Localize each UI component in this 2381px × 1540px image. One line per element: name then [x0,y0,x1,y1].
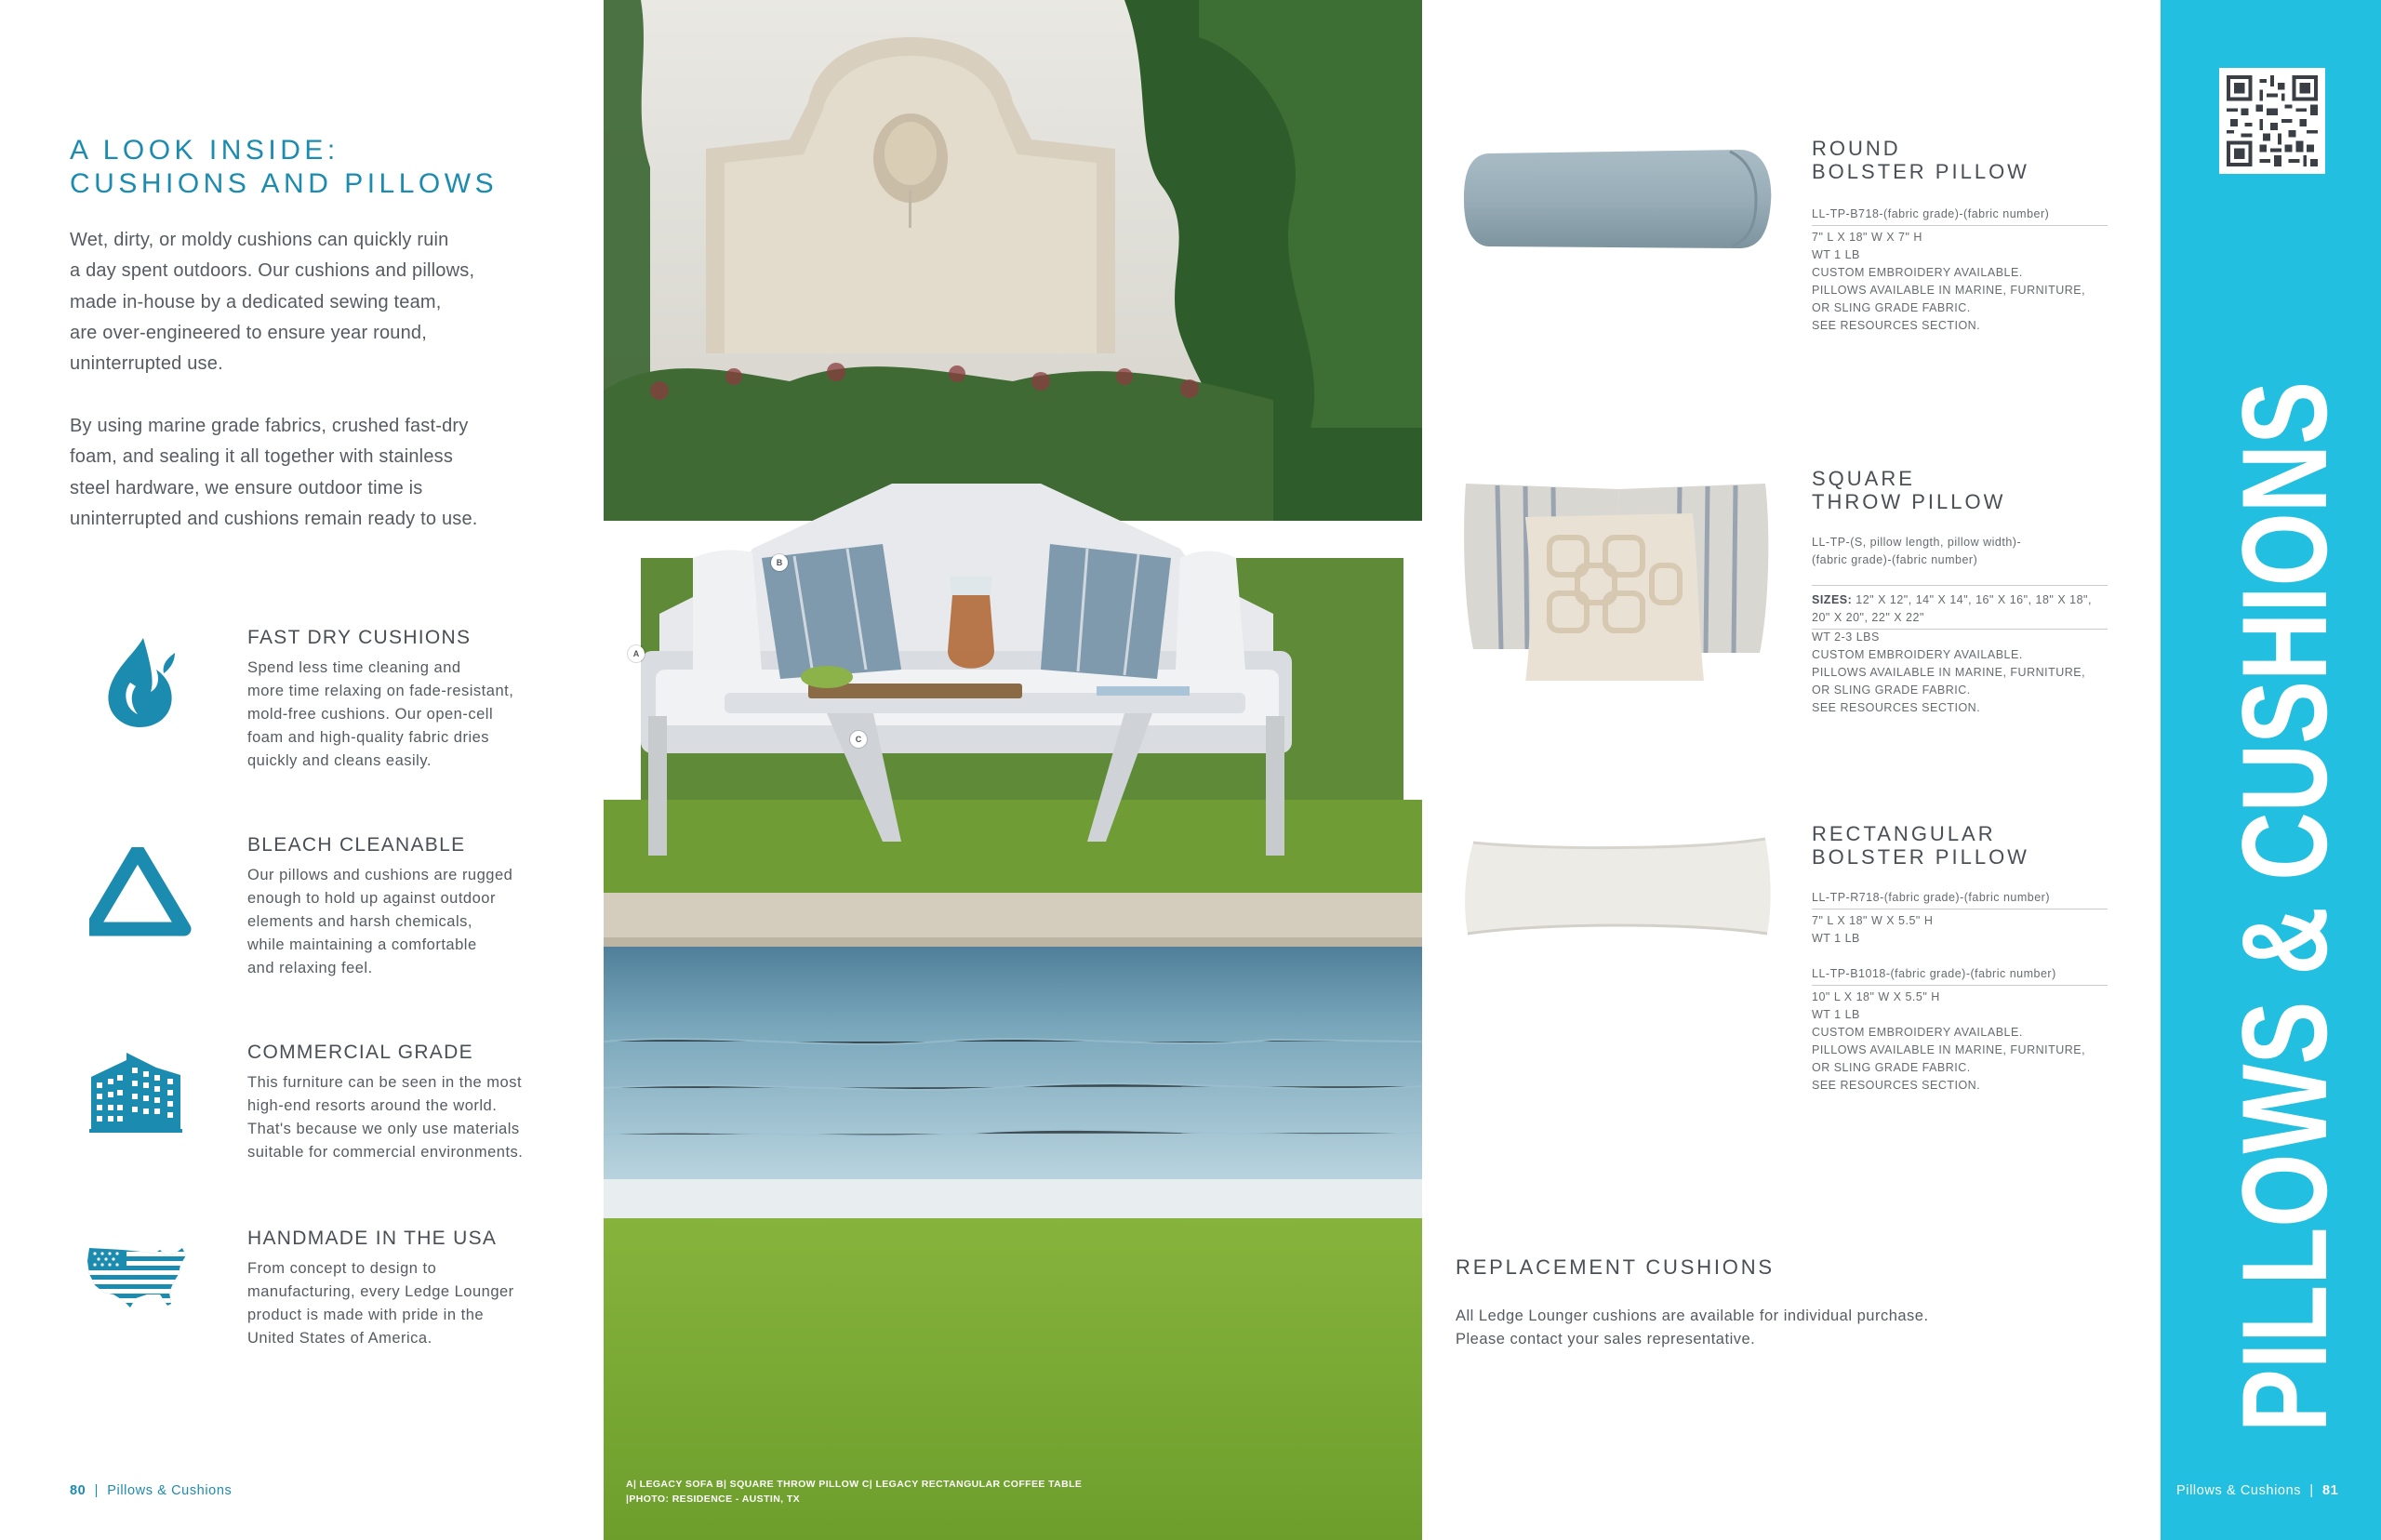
paragraph-line: steel hardware, we ensure outdoor time is [70,477,423,498]
product-sku [1812,889,2108,909]
replacement-body [1456,1305,1929,1351]
product-specs [1812,629,2108,717]
replacement-line: Please contact your sales representative. [1456,1331,1756,1348]
product-sizes [1812,585,2108,630]
spec-line: CUSTOM EMBROIDERY AVAILABLE. [1812,266,2023,279]
feature-line: Our pillows and cushions are rugged [247,867,513,883]
paragraph-line: uninterrupted use. [70,353,223,375]
usa-flag-map-icon [86,1242,188,1335]
water-drop-icon [86,636,188,729]
spec-line: PILLOWS AVAILABLE IN MARINE, FURNITURE, [1812,284,2086,297]
caption-line: |PHOTO: RESIDENCE - AUSTIN, TX [626,1494,801,1505]
feature-line: suitable for commercial environments. [247,1144,524,1161]
sku-line: LL-TP-R718-(fabric grade)-(fabric number) [1812,891,2050,904]
photo-illustration [604,0,1422,1540]
feature-title: FAST DRY CUSHIONS [247,627,472,648]
intro-paragraph-2 [70,411,563,535]
feature-line: manufacturing, every Ledge Lounger [247,1283,514,1300]
product-specs [1812,912,2108,948]
spec-line: CUSTOM EMBROIDERY AVAILABLE. [1812,648,2023,661]
square-throw-pillow-image [1460,476,1776,685]
feature-line: mold-free cushions. Our open-cell [247,706,494,723]
feature-line: more time relaxing on fade-resistant, [247,683,514,699]
product-title-line: RECTANGULAR [1812,822,1996,845]
product-specs-2 [1812,989,2108,1095]
intro-paragraph-1 [70,225,563,379]
feature-line: elements and harsh chemicals, [247,913,472,930]
section-sidebar [2161,0,2381,1540]
spec-line: PILLOWS AVAILABLE IN MARINE, FURNITURE, [1812,1043,2086,1056]
sizes-value: 12" X 12", 14" X 14", 16" X 16", 18" X 18", [1856,593,2092,606]
spec-line: SEE RESOURCES SECTION. [1812,319,1981,332]
feature-title: COMMERCIAL GRADE [247,1042,473,1063]
paragraph-line: are over-engineered to ensure year round, [70,322,427,343]
spec-line: 10" L X 18" W X 5.5" H [1812,990,1940,1003]
product-title-line: BOLSTER PILLOW [1812,845,2029,869]
replacement-line: All Ledge Lounger cushions are available for individual purchase. [1456,1308,1929,1324]
sizes-line: 20" X 20", 22" X 22" [1812,611,1924,624]
caption-line: A| LEGACY SOFA B| SQUARE THROW PILLOW C| LEGACY RECTANGULAR COFFEE TABLE [626,1479,1083,1490]
spec-line: OR SLING GRADE FABRIC. [1812,1061,1971,1074]
feature-title: BLEACH CLEANABLE [247,834,466,856]
intro-title-line: A LOOK INSIDE: [70,135,339,166]
page-folio-left [70,1483,232,1498]
product-title [1812,467,2005,513]
paragraph-line: foam, and sealing it all together with stainless [70,446,454,468]
feature-line: quickly and cleans easily. [247,752,432,769]
callout-a: A [628,645,645,662]
product-title [1812,137,2029,183]
feature-line: United States of America. [247,1330,432,1347]
spec-line: WT 1 LB [1812,932,1860,945]
callout-c: C [850,731,867,748]
spec-line: OR SLING GRADE FABRIC. [1812,301,1971,314]
sku-line: LL-TP-B718-(fabric grade)-(fabric number) [1812,207,2050,220]
spec-line: 7" L X 18" W X 5.5" H [1812,914,1934,927]
spec-line: 7" L X 18" W X 7" H [1812,231,1922,244]
page-number: 81 [2322,1483,2339,1498]
spec-line: WT 2-3 LBS [1812,631,1880,644]
section-title-text: PILLOWS & CUSHIONS [2216,88,2352,1432]
folio-label: Pillows & Cushions [107,1483,233,1498]
folio-label: Pillows & Cushions [2176,1483,2302,1498]
feature-body [247,1071,564,1164]
paragraph-line: a day spent outdoors. Our cushions and pillows, [70,260,475,282]
spec-line: WT 1 LB [1812,1008,1860,1021]
rectangular-bolster-pillow-image [1460,830,1776,946]
product-title [1812,822,2029,869]
triangle-icon [89,847,192,940]
folio-divider: | [2305,1483,2319,1498]
feature-line: and relaxing feel. [247,960,373,976]
feature-body [247,657,564,773]
feature-line: while maintaining a comfortable [247,936,477,953]
feature-body [247,1257,564,1350]
lifestyle-photo [604,0,1422,1540]
paragraph-line: By using marine grade fabrics, crushed fast-dry [70,416,469,436]
feature-body [247,864,564,980]
spec-line: CUSTOM EMBROIDERY AVAILABLE. [1812,1026,2023,1039]
product-title-line: ROUND [1812,137,1901,160]
intro-title-line: CUSHIONS AND PILLOWS [70,168,499,199]
feature-line: That's because we only use materials [247,1121,520,1137]
section-title-vertical [2161,0,2381,1540]
product-title-line: SQUARE [1812,467,1915,490]
feature-line: This furniture can be seen in the most [247,1074,523,1091]
page-folio-right [2176,1483,2338,1498]
paragraph-line: Wet, dirty, or moldy cushions can quickly ruin [70,230,449,250]
product-specs [1812,229,2108,335]
spec-line: PILLOWS AVAILABLE IN MARINE, FURNITURE, [1812,666,2086,679]
product-sku-2 [1812,965,2108,986]
feature-line: Spend less time cleaning and [247,659,461,676]
feature-line: high-end resorts around the world. [247,1097,498,1114]
photo-caption [626,1477,1082,1507]
round-bolster-pillow-image [1460,144,1776,260]
feature-line: From concept to design to [247,1260,437,1277]
spec-line: WT 1 LB [1812,248,1860,261]
sku-line: LL-TP-(S, pillow length, pillow width)- [1812,536,2022,549]
sku-line: LL-TP-B1018-(fabric grade)-(fabric number) [1812,967,2056,980]
product-title-line: THROW PILLOW [1812,490,2006,513]
replacement-title: REPLACEMENT CUSHIONS [1456,1255,1775,1279]
paragraph-line: made in-house by a dedicated sewing team, [70,291,442,312]
spec-line: OR SLING GRADE FABRIC. [1812,684,1971,697]
product-sku [1812,534,2108,569]
spec-line: SEE RESOURCES SECTION. [1812,1079,1981,1092]
left-page [0,0,603,1540]
feature-title: HANDMADE IN THE USA [247,1228,498,1249]
paragraph-line: uninterrupted and cushions remain ready to use. [70,508,478,529]
sizes-line [1812,591,2108,609]
page-number: 80 [70,1483,86,1498]
feature-line: enough to hold up against outdoor [247,890,496,907]
product-sku [1812,206,2108,226]
building-icon [89,1051,192,1144]
intro-title [70,134,591,201]
feature-line: product is made with pride in the [247,1307,485,1323]
feature-line: foam and high-quality fabric dries [247,729,490,746]
callout-b: B [771,554,788,571]
folio-divider: | [89,1483,103,1498]
sku-line: (fabric grade)-(fabric number) [1812,553,1978,566]
spec-line: SEE RESOURCES SECTION. [1812,701,1981,714]
product-title-line: BOLSTER PILLOW [1812,160,2029,183]
sizes-label: SIZES: [1812,593,1853,606]
